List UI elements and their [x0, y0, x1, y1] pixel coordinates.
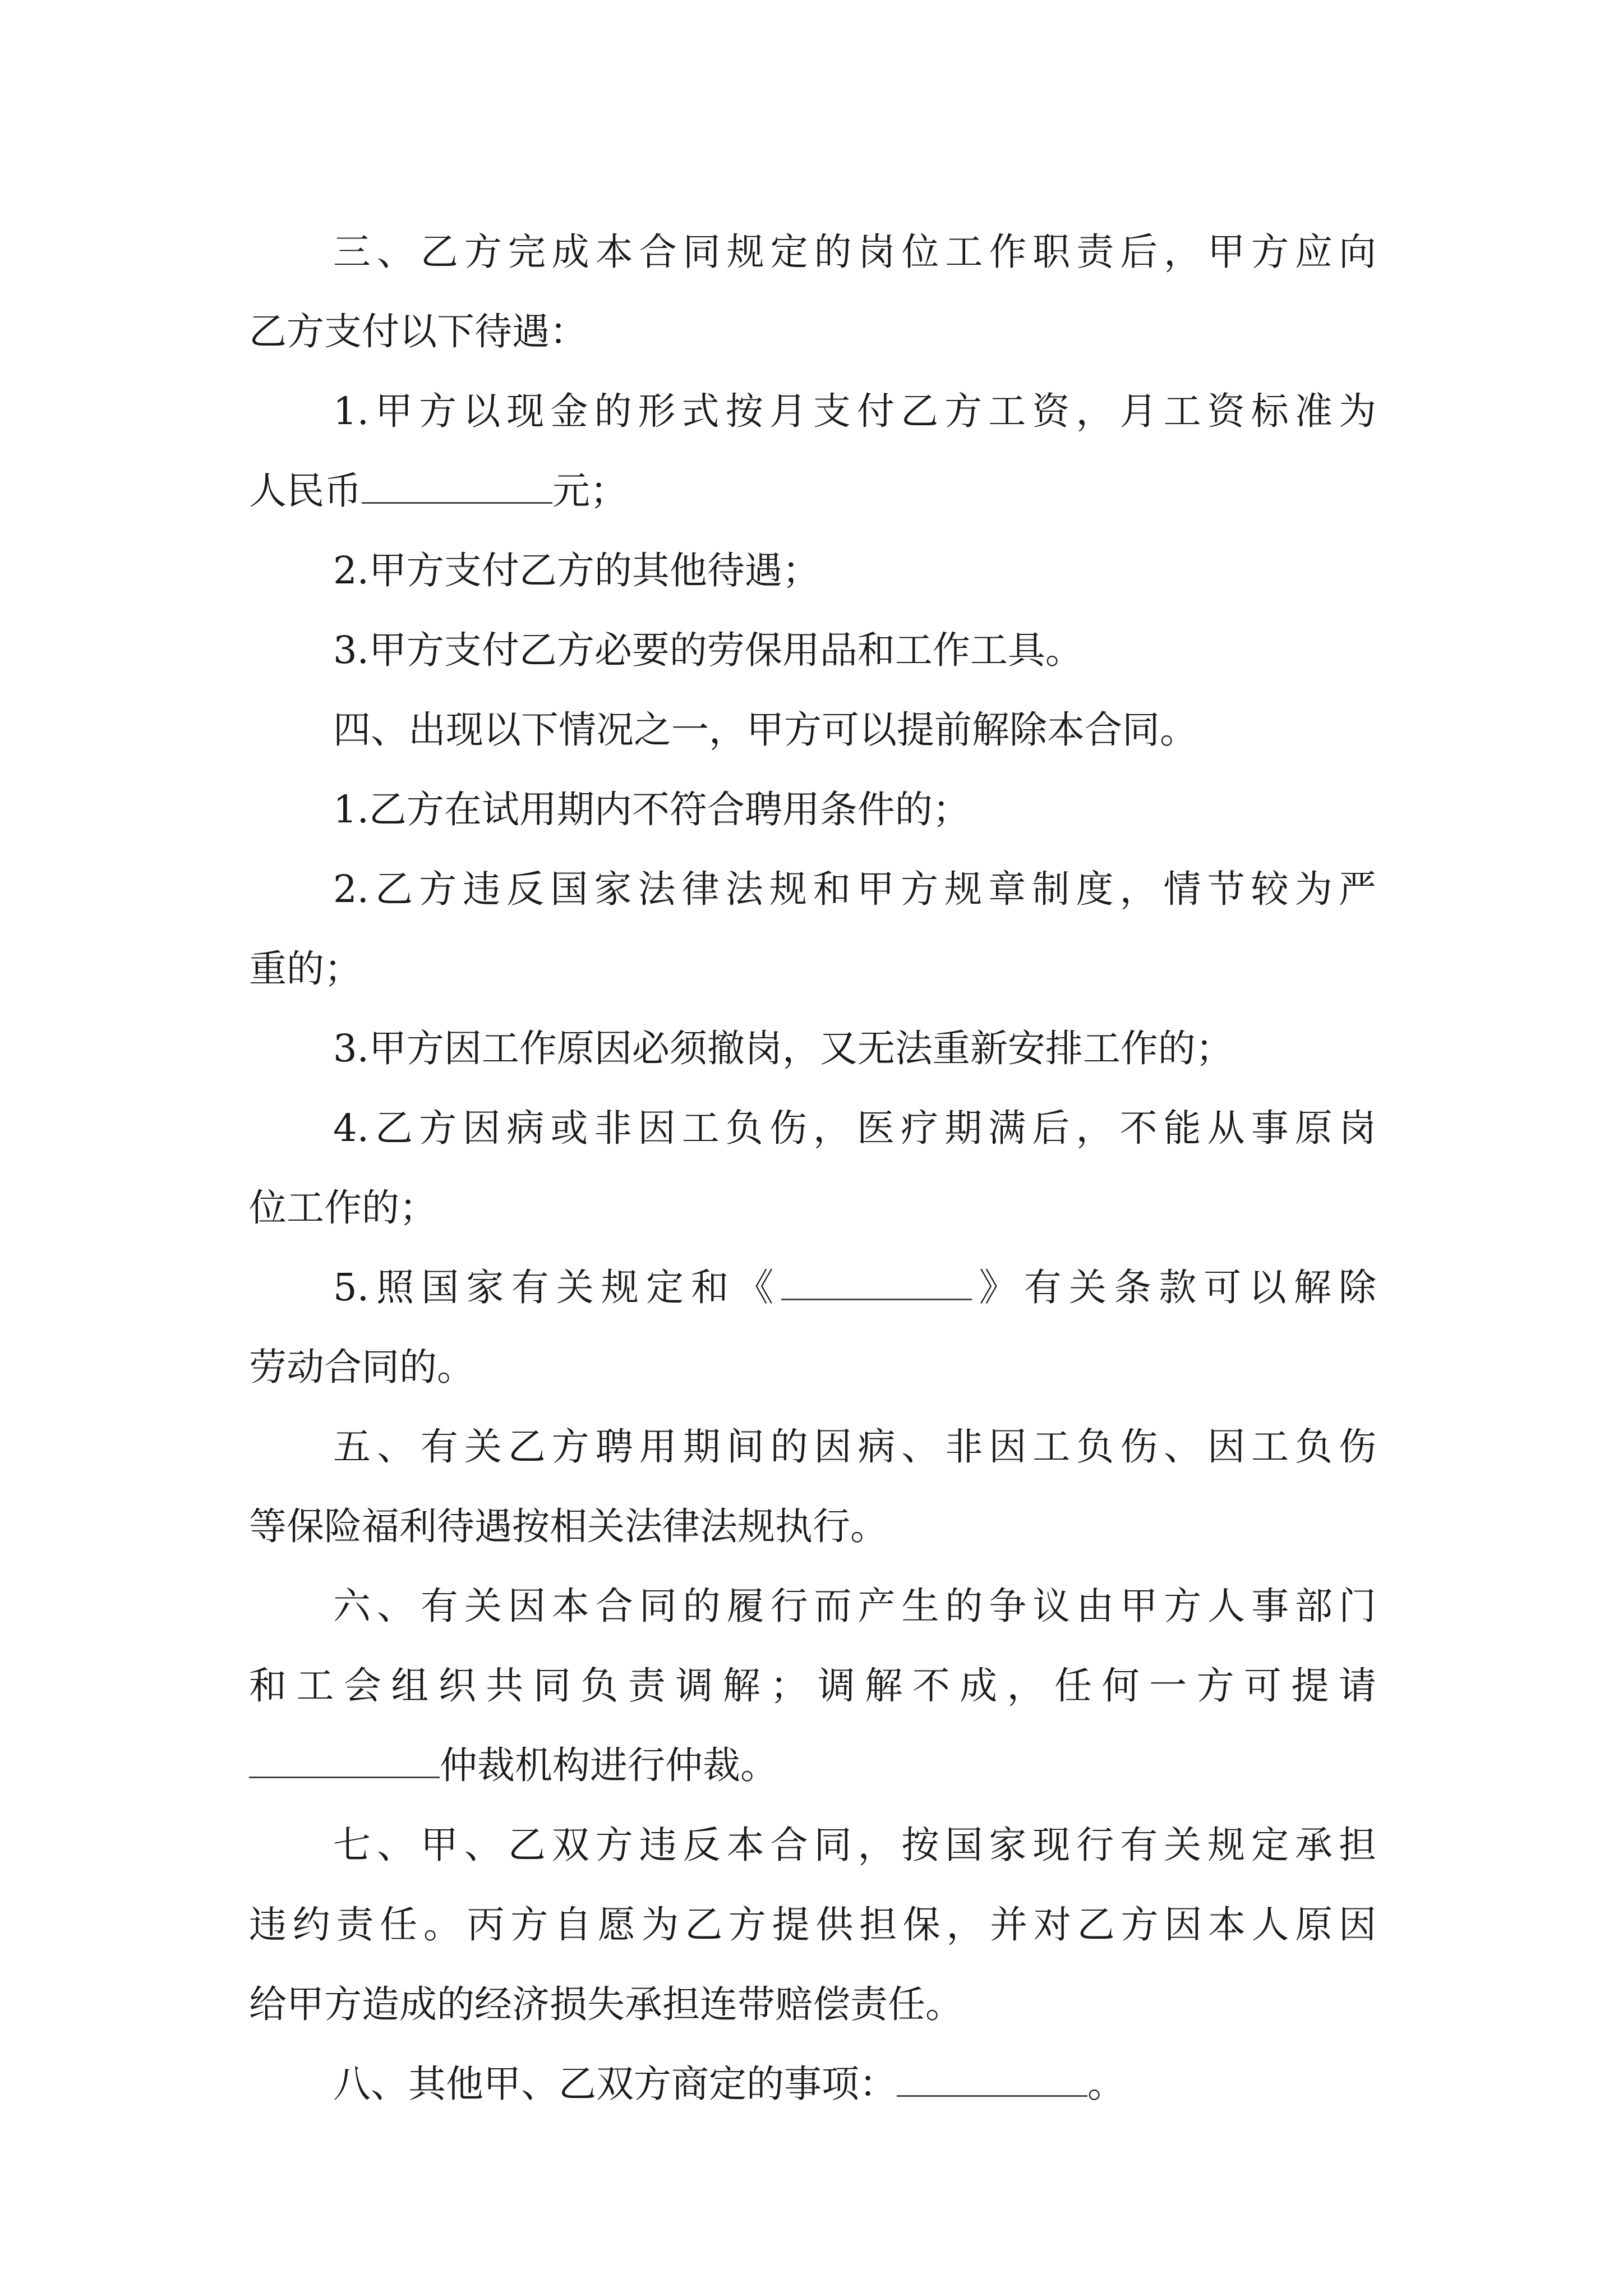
line-text: 七、甲、乙双方违反本合同，按国家现行有关规定承担: [333, 1823, 1376, 1867]
text-line: [249, 1168, 1376, 1248]
text-line: [249, 929, 1376, 1009]
text-line: [249, 1407, 1376, 1487]
text-line: [249, 690, 1376, 770]
line-text-tail: 。: [1087, 2062, 1125, 2106]
line-text: 五、有关乙方聘用期间的因病、非因工负伤、因工负伤: [333, 1425, 1376, 1469]
line-text: 1.乙方在试用期内不符合聘用条件的；: [333, 788, 970, 831]
fill-in-blank[interactable]: [897, 2063, 1087, 2097]
contract-body: [249, 212, 1376, 2124]
text-line: [249, 2044, 1376, 2124]
text-line: [249, 1327, 1376, 1407]
text-line: [249, 1248, 1376, 1327]
text-line: [249, 292, 1376, 371]
line-text-tail: 》有关条款可以解除: [971, 1266, 1376, 1309]
line-text: 1.甲方以现金的形式按月支付乙方工资，月工资标准为: [333, 389, 1376, 433]
line-text: 3.甲方支付乙方必要的劳保用品和工作工具。: [333, 628, 1083, 672]
line-text: 违约责任。丙方自愿为乙方提供担保，并对乙方因本人原因: [249, 1903, 1376, 1947]
text-line: [249, 1646, 1376, 1726]
text-line: [249, 1487, 1376, 1566]
line-text: 3.甲方因工作原因必须撤岗，又无法重新安排工作的；: [333, 1027, 1233, 1070]
text-line: [249, 610, 1376, 690]
text-line: [249, 1088, 1376, 1168]
line-text: 给甲方造成的经济损失承担连带赔偿责任。: [249, 1982, 963, 2026]
line-text: 5.照国家有关规定和《: [333, 1266, 781, 1309]
text-line: [249, 212, 1376, 292]
text-line: [249, 1885, 1376, 1964]
line-text: 人民币: [249, 469, 362, 513]
fill-in-blank[interactable]: [781, 1266, 972, 1300]
line-text: 劳动合同的。: [249, 1345, 474, 1389]
line-text: 2.乙方违反国家法律法规和甲方规章制度，情节较为严: [333, 867, 1376, 911]
line-text-tail: 元；: [552, 469, 628, 513]
line-text: 4.乙方因病或非因工负伤，医疗期满后，不能从事原岗: [333, 1106, 1376, 1150]
text-line: [249, 371, 1376, 451]
text-line: [249, 1726, 1376, 1805]
line-text: 和工会组织共同负责调解；调解不成，任何一方可提请: [249, 1664, 1376, 1708]
text-line: [249, 849, 1376, 929]
text-line: [249, 451, 1376, 531]
line-text: 位工作的；: [249, 1186, 437, 1230]
line-text: 2.甲方支付乙方的其他待遇；: [333, 549, 820, 592]
line-text: 乙方支付以下待遇：: [249, 310, 587, 353]
text-line: [249, 1805, 1376, 1885]
line-text: 重的；: [249, 947, 362, 991]
text-line: [249, 531, 1376, 610]
text-line: [249, 1009, 1376, 1088]
text-line: [249, 770, 1376, 849]
fill-in-blank[interactable]: [249, 1744, 440, 1778]
line-text: 六、有关因本合同的履行而产生的争议由甲方人事部门: [333, 1584, 1376, 1628]
line-text-tail: 仲裁机构进行仲裁。: [440, 1743, 778, 1787]
line-text: 八、其他甲、乙双方商定的事项：: [333, 2062, 897, 2106]
text-line: [249, 1566, 1376, 1646]
line-text: 四、出现以下情况之一，甲方可以提前解除本合同。: [333, 708, 1197, 752]
fill-in-blank[interactable]: [362, 470, 552, 504]
line-text: 等保险福利待遇按相关法律法规执行。: [249, 1504, 888, 1548]
line-text: 三、乙方完成本合同规定的岗位工作职责后，甲方应向: [333, 230, 1376, 274]
text-line: [249, 1964, 1376, 2044]
